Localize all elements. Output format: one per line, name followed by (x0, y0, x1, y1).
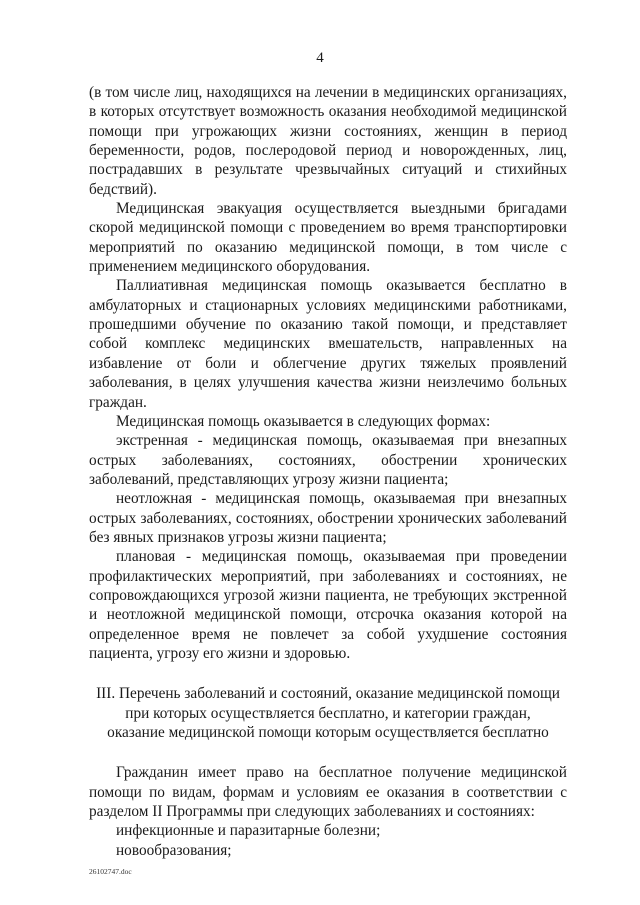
paragraph-medical-evacuation: Медицинская эвакуация осуществляется выездными бригадами скорой медицинской помощи с проведением во время транспортировки мероприятий по оказанию медицинской помощи, в том числе с применением медицинского оборудования. (89, 200, 567, 276)
section-heading-line-2: при которых осуществляется бесплатно, и категории граждан, (125, 704, 531, 722)
section-heading-line-3: оказание медицинской помощи которым осуществляется бесплатно (107, 724, 549, 741)
paragraph-citizen-right: Гражданин имеет право на бесплатное получение медицинской помощи по видам, формам и условиям ее оказания в соответствии с разделом II Программы при следующих заболеваниях и состояниях: (89, 764, 567, 821)
footer-filename: 26102747.doc (89, 867, 132, 876)
body-text (89, 83, 567, 860)
paragraph-form-emergency: экстренная - медицинская помощь, оказываемая при внезапных острых заболеваниях, состояниях, обострении хронических заболеваний, представляющих угрозу жизни пациента; (89, 432, 567, 488)
paragraph-form-planned: плановая - медицинская помощь, оказываемая при проведении профилактических мероприятий, при заболеваниях и состояниях, не сопровождающихся угрозой жизни пациента, не требующих экстренной и неотложной медицинской помощи, отсрочка оказания которой на определенное время не повлечет за собой ухудшение состояния пациента, угрозу его жизни и здоровью. (89, 548, 567, 662)
list-item-infectious-diseases: инфекционные и паразитарные болезни; (116, 822, 381, 840)
paragraph-forms-intro: Медицинская помощь оказывается в следующих формах: (116, 412, 491, 430)
paragraph-form-urgent: неотложная - медицинская помощь, оказываемая при внезапных острых заболеваниях, состояниях, обострении хронических заболеваний без явных признаков угрозы жизни пациента; (89, 490, 567, 546)
list-item-neoplasms: новообразования; (116, 841, 232, 859)
paragraph-palliative-care: Паллиативная медицинская помощь оказывается бесплатно в амбулаторных и стационарных условиях медицинскими работниками, прошедшими обучение по оказанию такой помощи, и представляет собой комплекс медицинских вмешательств, направленных на избавление от боли и облегчение других тяжелых проявлений заболевания, в целях улучшения качества жизни неизлечимо больных граждан. (89, 277, 567, 411)
paragraph-continuation: (в том числе лиц, находящихся на лечении в медицинских организациях, в которых отсутствует возможность оказания необходимой медицинской помощи при угрожающих жизни состояниях, женщин в период беременности, родов, послеродовой период и новорожденных, лиц, пострадавших в результате чрезвычайных ситуаций и стихийных бедствий). (89, 84, 567, 198)
section-heading (89, 684, 567, 742)
page-number: 4 (316, 50, 324, 66)
section-heading-line-1: III. Перечень заболеваний и состояний, оказание медицинской помощи (96, 685, 560, 703)
